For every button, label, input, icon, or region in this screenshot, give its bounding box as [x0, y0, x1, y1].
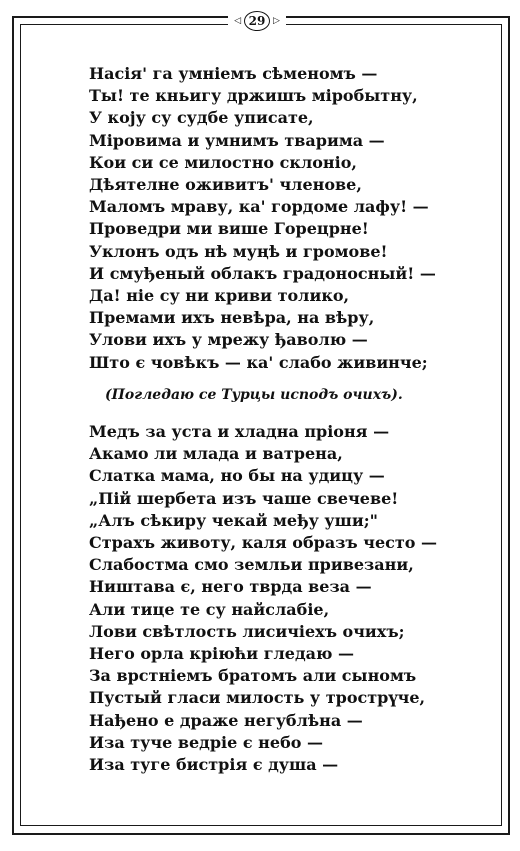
verse-line: Лови свѣтлость лисичіехъ очихъ; — [89, 621, 405, 641]
verse-line: Міровима и умнимъ тварима — — [89, 130, 385, 150]
verse-line: Иза туче ведріе є небо — — [89, 732, 323, 752]
page-number: 29 — [244, 11, 270, 31]
verse-line: Кои си се милостно склоніо, — [89, 152, 357, 172]
verse-line: За врстніемъ братомъ али сыномъ — [89, 666, 417, 686]
stage-direction: (Погледаю се Турцы исподъ очихъ). — [105, 387, 403, 403]
stanza-2 — [89, 421, 437, 776]
verse-line: Премами ихъ невѣра, на вѣру, — [89, 308, 375, 328]
verse-line: Него орла кріюћи гледаю — — [89, 644, 354, 664]
verse-line: Страхъ животу, каля образъ често — — [89, 533, 438, 553]
verse-line: „Пій шербета изъ чаше свечеве! — [89, 488, 399, 508]
page-number-ornament — [228, 8, 286, 34]
verse-line: Насія' га умніемъ сѣменомъ — — [89, 64, 378, 83]
verse-line: Ништава є, него тврда веза — — [89, 577, 372, 597]
verse-line: Што є човѣкъ — ка' слабо живинче; — [89, 352, 428, 372]
verse-line: „Алъ сѣкиру чекай међу уши;" — [89, 510, 378, 530]
verse-line: Ты! те кньигу држишъ міробытну, — [89, 86, 418, 106]
verse-line: Нађено е драже негублѣна — — [89, 710, 363, 730]
verse-line: Маломъ мраву, ка' гордоме лафу! — — [89, 197, 429, 217]
verse-line: Улови ихъ у мрежу ђаволю — — [89, 330, 368, 350]
verse-line: Али тице те су найслабіе, — [89, 599, 330, 619]
verse-line: Уклонъ одъ нѣ муңѣ и громове! — [89, 241, 388, 261]
verse-line: Пустый гласи милость у трострүче, — [89, 688, 426, 708]
ornament-right: ▷ — [273, 15, 280, 26]
verse-line: Проведри ми више Горецрне! — [89, 219, 369, 239]
verse-line: Акамо ли млада и ватрена, — [89, 444, 343, 464]
verse-line: Дѣятелне оживитъ' членове, — [89, 175, 362, 195]
verse-line: Иза туге бистрія є душа — — [89, 755, 339, 775]
verse-line: Слабостма смо земльи привезани, — [89, 555, 414, 575]
ornament-left: ◁ — [234, 15, 241, 26]
verse-line: Слатка мама, но бы на удицу — — [89, 466, 385, 486]
verse-line: Медъ за уста и хладна пріоня — — [89, 422, 390, 441]
verse-line: И смуђеный облакъ градоносный! — — [89, 263, 436, 283]
stanza-1 — [89, 63, 436, 374]
verse-line: У коју су судбе уписате, — [89, 108, 314, 128]
verse-line: Да! ніе су ни криви толико, — [89, 286, 350, 306]
